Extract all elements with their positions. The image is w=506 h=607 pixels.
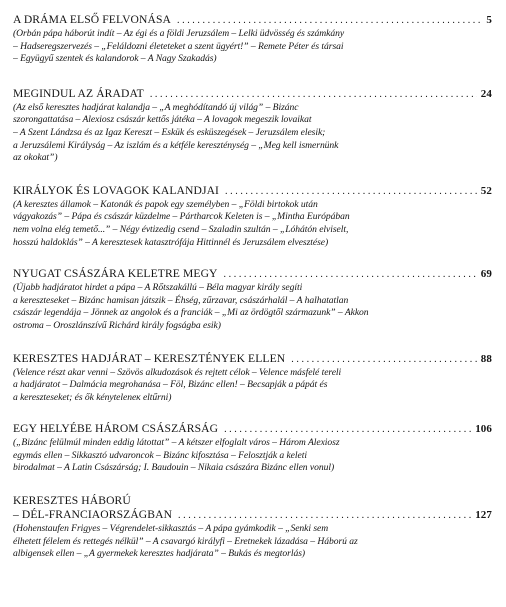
- summary-line: albigensek ellen – „A gyermekek keresztes hadjárata” – Bukás és megtorlás): [13, 548, 306, 560]
- summary-line: az okokat”): [13, 152, 58, 164]
- toc-entry-3: [13, 184, 492, 249]
- toc-entry-7: [13, 494, 492, 561]
- page-number: 24: [480, 87, 492, 100]
- chapter-summary: [13, 523, 492, 561]
- dot-leader: [177, 14, 482, 28]
- summary-line: birodalmat – A Latin Császárság; I. Baudouin – Nikaia császára Bizánc ellen vonul): [13, 462, 335, 474]
- chapter-title: A DRÁMA ELSŐ FELVONÁSA: [13, 13, 171, 26]
- toc-entry-heading: [13, 422, 492, 437]
- chapter-title-line-1: KERESZTES HÁBORÚ: [13, 494, 131, 508]
- page-number: 5: [486, 14, 492, 26]
- summary-line: (Hohenstaufen Frigyes – Végrendelet-sikkasztás – A pápa gyámkodik – „Senki sem: [13, 523, 329, 535]
- chapter-title: KERESZTES HADJÁRAT – KERESZTÉNYEK ELLEN: [13, 351, 286, 365]
- dot-leader: [150, 88, 477, 102]
- summary-line: – Együgyű szentek és kalandorok – A Nagy Szakadás): [13, 53, 217, 65]
- chapter-summary: [13, 199, 492, 249]
- toc-entry-heading: [13, 184, 492, 199]
- summary-line: – A Szent Lándzsa és az Igaz Kereszt – Eskük és esküszegések – Jeruzsálem elesik;: [13, 126, 326, 138]
- summary-line: a kereszteseket; és ők kényteleneк eltűrni): [13, 391, 172, 403]
- summary-line: nem volna elég temető...” – Négy évtizedig csend – Szaladin szultán – „Lóhátón elviselt,: [13, 223, 349, 235]
- summary-line: ostroma – Oroszlánszívű Richárd király fogságba esik): [13, 319, 221, 331]
- chapter-title: KIRÁLYOK ÉS LOVAGOK KALANDJAI: [13, 183, 220, 197]
- chapter-title: EGY HELYÉBE HÁROM CSÁSZÁRSÁG: [13, 422, 219, 436]
- summary-line: („Bizánc felülmúl minden eddig látottat” – A kétszer elfoglalt város – Három Alexiosz: [13, 437, 340, 449]
- page-number: 106: [475, 423, 492, 436]
- summary-line: császár legendája – Jönnek az angolok és a franciák – „Mi az ördögtől származunk” – Akkon: [13, 307, 369, 319]
- dot-leader: [178, 509, 471, 523]
- toc-entry-4: [13, 267, 492, 332]
- summary-line: vágyakozás” – Pápa és császár küzdelme – Pártharcok Keleten is – „Mintha Európában: [13, 211, 350, 223]
- toc-entry-6: [13, 422, 492, 475]
- summary-line: (Velence részt akar venni – Szövös alkudozások és rejtett célok – Velence másfelé tereli: [13, 366, 342, 378]
- page-number: 127: [475, 509, 492, 522]
- toc-entry-heading: [13, 13, 492, 28]
- summary-line: hosszú haldoklás” – A keresztesek katasztrófája Hittinnél és Jeruzsálem elvesztése): [13, 236, 329, 248]
- dot-leader: [224, 423, 471, 437]
- chapter-summary: [13, 282, 492, 332]
- toc-entry-2: [13, 87, 492, 165]
- dot-leader: [225, 185, 477, 199]
- summary-line: egymás ellen – Sikkasztó udvaroncok – Bizánc kifosztása – Felosztják a keleti: [13, 449, 307, 461]
- toc-entry-heading: [13, 352, 492, 367]
- chapter-summary: [13, 28, 492, 66]
- chapter-title: MEGINDUL AZ ÁRADAT: [13, 86, 144, 100]
- chapter-title: NYUGAT CSÁSZÁRA KELETRE MEGY: [13, 267, 218, 281]
- page-number: 52: [480, 184, 492, 197]
- summary-line: (Orbán pápa háborút indít – Az égi és a földi Jeruzsálem – Lelki üdvösség és számkány: [13, 28, 345, 39]
- toc-entry-heading: [13, 508, 492, 523]
- page-number: 88: [480, 352, 492, 365]
- toc-entry-5: [13, 352, 492, 405]
- summary-line: (A keresztes államok – Katonák és papok egy személyben – „Földi birtokok után: [13, 198, 318, 210]
- toc-entry-1: [13, 13, 492, 66]
- summary-line: (Újabb hadjáratot hirdet a pápa – A Rőtszakállú – Béla magyar király segíti: [13, 282, 303, 294]
- summary-line: szorongattatása – Alexiosz császár kettős játéka – A lovagok megeszik lovaikat: [13, 114, 312, 126]
- page-number: 69: [480, 268, 492, 281]
- summary-line: a kereszteseket – Bizánc hamisan játszik – Éhség, zűrzavar, császárhalál – A halhatatlan: [13, 294, 349, 306]
- toc-entry-heading: [13, 87, 492, 102]
- summary-line: élhetett félelem és rettegés nélkül” – A csavargó királyfi – Eretnekek lázadása – Háború az: [13, 535, 358, 547]
- summary-line: – Hadseregszervezés – „Feláldozni életeteket a szent ügyért!” – Remete Péter és társai: [13, 40, 344, 52]
- dot-leader: [291, 353, 477, 367]
- dot-leader: [224, 268, 477, 282]
- summary-line: (Az első keresztes hadjárat kalandja – „A meghódítandó új világ” – Bizánc: [13, 101, 299, 113]
- toc-entry-heading: [13, 267, 492, 282]
- summary-line: a Jeruzsálemi Királyság – Az iszlám és a kétféle kereszténység – „Meg kell ismernünk: [13, 139, 339, 151]
- chapter-summary: [13, 437, 492, 475]
- chapter-title-line-2: – DÉL-FRANCIAORSZÁGBAN: [13, 508, 173, 522]
- summary-line: a hadjáratot – Dalmácia megrohanása – Föl, Bizánc ellen! – Becsapják a pápát és: [13, 379, 328, 391]
- chapter-summary: [13, 102, 492, 165]
- chapter-summary: [13, 367, 492, 405]
